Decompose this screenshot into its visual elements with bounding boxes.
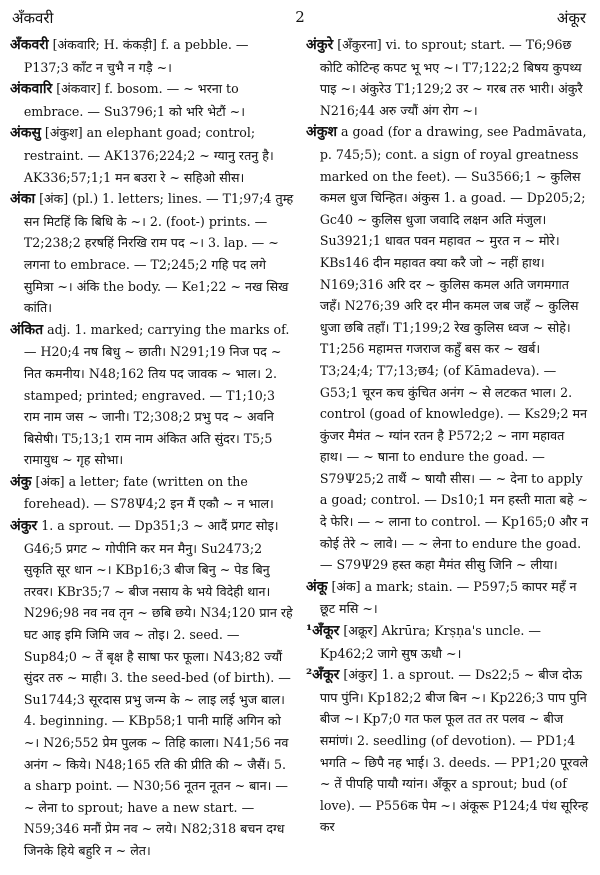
definition-text: [अक्रूर] Akrūra; Krṣṇa's uncle. — Kp462;2 जागे सुष ऊधौ ~। (319, 623, 542, 661)
entry-paragraph (10, 471, 294, 515)
entry-paragraph (306, 34, 590, 121)
headword: अंकु (10, 473, 32, 490)
definition-text: [अंकवार] f. bosom. — ~ भरना to embrace. — Su3796;1 को भरि भेटौं ~। (23, 81, 245, 119)
entry-paragraph (10, 188, 294, 319)
entry-paragraph (10, 319, 294, 471)
definition-text: [अंकुश] an elephant goad; control; restraint. — AK1376;224;2 ~ ग्यानु रतनु है। AK336;57;1;1 मन बउरा रे ~ सहिओ सीस। (23, 125, 274, 185)
entry-paragraph (10, 34, 294, 78)
header-first-word: अँकवरी (12, 9, 54, 27)
dictionary-entry (306, 620, 590, 664)
entry-paragraph (306, 620, 590, 664)
headword: अंकुरे (306, 37, 334, 53)
definition-text: 1. a sprout. — Dp351;3 ~ आदैं प्रगट सोइ। G46;5 प्रगट ~ गोपीनि कर मन मैनु। Su2473;2 सुकृति सूर धान ~। KBp16;3 बीज बिनु ~ पेड बिनु तरवर। KBr35;7 ~ बीज नसाय के भये विदेही थान। N296;98 नव नव तृन ~ छबि छये। N34;120 प्रान रहे घट आइ इमि जिमि जव ~ तोइ। 2. seed. — Sup84;0 ~ तें बृक्ष है साषा फर फूला। N43;82 ज्यौं सुंदर तरु ~ माही। 3. the seed-bed (of birth). — Su1744;3 सूरदास प्रभु जन्म के ~ लाइ लई भुज बाल। 4. beginning. — KBp58;1 पानी माहिं अगिन को ~। N26;552 प्रेम पुलक ~ तिहि काला। N41;56 नव अनंग ~ किये। N48;165 रति की प्रीति की ~ जैसैं। 5. a sharp point. — N30;56 नूतन नूतन ~ बान। — ~ लेना to sprout; have a new start. — N59;346 मनौं प्रेम नव ~ लये। N82;318 बचन दग्ध जिनके हिये बहुरि न ~ लेत। (23, 518, 293, 858)
entry-paragraph (10, 122, 294, 188)
definition-text: [अंकुर] 1. a sprout. — Ds22;5 ~ बीज दोऊ पाप पुंनि। Kp182;2 बीज बिन ~। Kp226;3 पाप पुनि बीज ~। Kp7;0 गत फल फूल तत तर पलव ~ बीज समांणं। 2. seedling (of devotion). — PD1;4 भगति ~ छिपै नह भाई। 3. deeds. — PP1;20 पूरवले ~ तें पीपहि पायौ ग्यांन। अँकूर a sprout; bud (of love). — P556क पेम ~। अंकूरू P124;4 पंथ सूरिन्ह कर (319, 667, 589, 835)
dictionary-entry (10, 319, 294, 471)
headword: अंकू (306, 578, 328, 595)
entry-paragraph (10, 515, 294, 862)
headword: अँकवरी (10, 37, 49, 53)
running-header (10, 6, 590, 34)
headword: अंकुश (306, 124, 337, 141)
page-number: 2 (295, 8, 305, 26)
entry-paragraph (306, 576, 590, 620)
right-column (306, 34, 590, 862)
dictionary-entry (10, 34, 294, 78)
left-column (10, 34, 294, 862)
definition-text: [अंक] a letter; fate (written on the forehead). — S78Ψ4;2 इन मैं एकौ ~ न भाल। (23, 473, 274, 512)
headword: अंका (10, 191, 36, 208)
definition-text: [अंक] a mark; stain. — P597;5 कापर महँ न छूट मसि ~। (319, 578, 577, 617)
definition-text: [अँकुरना] vi. to sprout; start. — T6;96छ कोटि कोटिन्ह कपट भू भए ~। T7;122;2 बिषय कुपथ्य पाइ ~। अंकुरेउ T1;129;2 उर ~ गरब तरु भारी। अंकुरै N216;44 अरु ज्यौं अंग रोग ~। (319, 37, 583, 118)
dictionary-entry (306, 34, 590, 121)
entry-paragraph (10, 78, 294, 122)
headword: ¹अँकूर (306, 623, 340, 640)
dictionary-entry (10, 515, 294, 862)
definition-text: [अंक] (pl.) 1. letters; lines. — T1;97;4 तुम्ह सन मिटहिं कि बिधि के ~। 2. (foot-) prints. — T2;238;2 हरषहिं निरखि राम पद ~। 3. lap. — ~ लगना to embrace. — T2;245;2 गहि पद लगे सुमित्रा ~। अंकि the body. — Ke1;22 ~ नख सिख कांति। (23, 191, 294, 316)
definition-text: a goad (for a drawing, see Padmāvata, p. 745;5); cont. a sign of royal greatness marked on the feet). — Su3566;1 ~ कुलिस कमल धुज चिन्हित। अंकुस 1. a goad. — Dp205;2; Gc40 ~ कुलिस धुजा जवादि लक्षन अति मंजुल। Su3921;1 धावत पवन महावत ~ मुरत न ~ मोरे। KBs146 दीन महावत क्या करै जो ~ नहीं हाथ। N169;316 अरि दर ~ कुलिस कमल अति जगमगात जहँ। N276;39 अरि दर मीन कमल जब जहँ ~ कुलिस धुजा छबि तहाँ। T1;199;2 रेख कुलिस ध्वज ~ सोहे। T1;256 महामत्त गजराज कहुँ बस कर ~ खर्ब। T3;24;4; T7;13;छ4; (of Kāmadeva). — G53;1 चूरन कच कुंचित अनंग ~ से लटकत भाल। 2. control (goad of knowledge). — Ks29;2 मन कुंजर मैमंत ~ ग्यांन रतन है P572;2 ~ नाग महावत हाथ। — ~ षाना to endure the goad. — S79Ψ25;2 ताथैं ~ षायौ सीस। — ~ देना to apply a goad; control. — Ds10;1 मन हस्ती माता बहे ~ दे फेरि। — ~ लाना to control. — Kp165;0 और न कोई तेरे ~ लावे। — ~ लेना to endure the goad. — S79Ψ29 हस्त कहा मैमंत सीसु जिनि ~ लीया। (319, 124, 589, 573)
headword: अंकसु (10, 125, 41, 142)
entry-paragraph (306, 121, 590, 575)
dictionary-entry (10, 78, 294, 122)
definition-text: [अंकवारि; H. कंकड़ी] f. a pebble. — P137;3 काँट न चुभै न गड़ै ~। (23, 37, 249, 75)
headword: अंकवारि (10, 81, 53, 98)
header-last-word: अंकूर (556, 9, 586, 27)
definition-text: adj. 1. marked; carrying the marks of. — H20;4 नष बिधु ~ छाती। N291;19 निज पद ~ नित कमनीय। N48;162 तिय पद जावक ~ भाल। 2. stamped; printed; engraved. — T1;10;3 राम नाम जस ~ जानी। T2;308;2 प्रभु पद ~ अवनि बिसेषी। T5;13;1 राम नाम अंकित अति सुंदर। T5;5 रामायुध ~ गृह सोभा। (23, 321, 290, 468)
headword: अंकुर (10, 518, 38, 535)
headword: ²अँकूर (306, 667, 340, 684)
dictionary-entry (10, 471, 294, 515)
dictionary-entry (306, 576, 590, 620)
dictionary-entry (306, 121, 590, 575)
dictionary-entry (10, 188, 294, 319)
dictionary-entry (306, 664, 590, 838)
entry-paragraph (306, 664, 590, 838)
headword: अंकित (10, 321, 44, 338)
columns (10, 34, 590, 862)
dictionary-entry (10, 122, 294, 188)
